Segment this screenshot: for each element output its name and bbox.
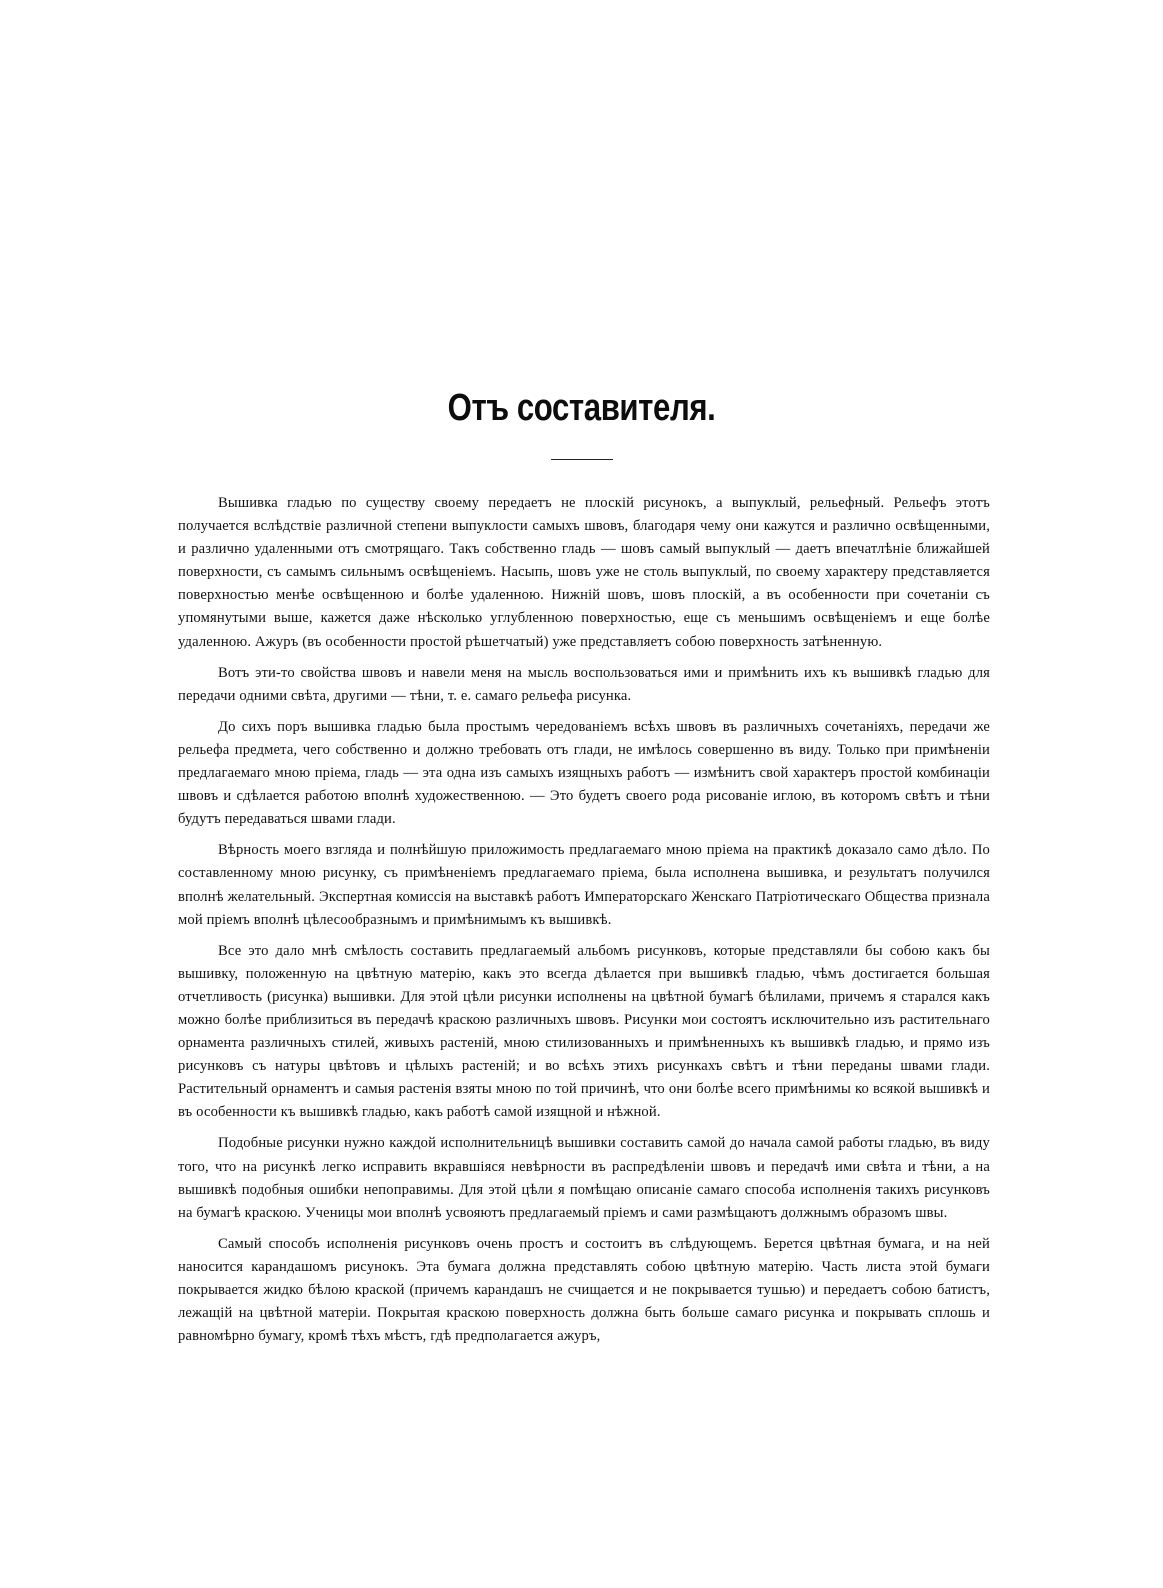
paragraph: Вѣрность моего взгляда и полнѣйшую приложимость предлагаемаго мною пріема на практикѣ доказало само дѣло. По составленному мною рисунку, съ примѣненіемъ предлагаемаго пріема, была исполнена вышивка, и результатъ получился вполнѣ желательный. Экспертная комиссія на выставкѣ работъ Императорскаго Женскаго Патріотическаго Общества признала мой пріемъ вполнѣ цѣлесообразнымъ и примѣнимымъ къ вышивкѣ.: [178, 842, 990, 928]
title-divider: [551, 459, 613, 460]
page-title: Отъ составителя.: [447, 387, 716, 429]
paragraph: До сихъ поръ вышивка гладью была простымъ чередованіемъ всѣхъ швовъ въ различныхъ сочетаніяхъ, передачи же рельефа предмета, чего собственно и должно требовать отъ глади, не имѣлось совершенно въ виду. Только при примѣненіи предлагаемаго мною пріема, гладь — эта одна изъ самыхъ изящныхъ работъ — измѣнитъ свой характеръ простой комбинаціи швовъ и сдѣлается работою вполнѣ художественною. — Это будетъ своего рода рисованіе иглою, въ которомъ свѣтъ и тѣни будутъ передаваться швами глади.: [178, 718, 990, 828]
paragraph: Подобные рисунки нужно каждой исполнительницѣ вышивки составить самой до начала самой работы гладью, въ виду того, что на рисункѣ легко исправить вкравшіяся невѣрности въ распредѣленіи швовъ и передачѣ ими свѣта и тѣни, а на вышивкѣ подобныя ошибки непоправимы. Для этой цѣли я помѣщаю описаніе самаго способа исполненія такихъ рисунковъ на бумагѣ краскою. Ученицы мои вполнѣ усвояютъ предлагаемый пріемъ и сами размѣщаютъ должнымъ образомъ швы.: [178, 1135, 990, 1221]
paragraph: Все это дало мнѣ смѣлость составить предлагаемый альбомъ рисунковъ, которые представляли бы собою какъ бы вышивку, положенную на цвѣтную матерію, какъ это всегда дѣлается при вышивкѣ гладью, чѣмъ достигается большая отчетливость (рисунка) вышивки. Для этой цѣли рисунки исполнены на цвѣтной бумагѣ бѣлилами, причемъ я старался какъ можно болѣе приблизиться въ передачѣ краскою различныхъ швовъ. Рисунки мои состоятъ исключительно изъ растительнаго орнамента различныхъ стилей, живыхъ растеній, мною стилизованныхъ и примѣненныхъ къ вышивкѣ гладью, и прямо изъ рисунковъ съ натуры цвѣтовъ и цѣлыхъ растеній; и во всѣхъ этихъ рисункахъ свѣтъ и тѣни переданы швами глади. Растительный орнаментъ и самыя растенія взяты мною по той причинѣ, что они болѣе всего примѣнимы ко всякой вышивкѣ и въ особенности къ вышивкѣ гладью, какъ работѣ самой изящной и нѣжной.: [178, 942, 990, 1121]
paragraph: Вотъ эти-то свойства швовъ и навели меня на мысль воспользоваться ими и примѣнить ихъ къ вышивкѣ гладью для передачи одними свѣта, другими — тѣни, т. е. самаго рельефа рисунка.: [178, 664, 990, 704]
body-text: [178, 492, 990, 1348]
paragraph: Самый способъ исполненія рисунковъ очень простъ и состоитъ въ слѣдующемъ. Берется цвѣтная бумага, и на ней наносится карандашомъ рисунокъ. Эта бумага должна представлять собою цвѣтную матерію. Часть листа этой бумаги покрывается жидко бѣлою краской (причемъ карандашъ не счищается и не покрывается тушью) и передаетъ собою батистъ, лежащій на цвѣтной матеріи. Покрытая краскою поверхность должна быть больше самаго рисунка и покрывать сплошь и равномѣрно бумагу, кромѣ тѣхъ мѣстъ, гдѣ предполагается ажуръ,: [178, 1235, 990, 1345]
paragraph: Вышивка гладью по существу своему передаетъ не плоскій рисунокъ, а выпуклый, рельефный. Рельефъ этотъ получается вслѣдствіе различной степени выпуклости самыхъ швовъ, благодаря чему они кажутся и различно освѣщенными, и различно удаленными отъ смотрящаго. Такъ собственно гладь — шовъ самый выпуклый — даетъ впечатлѣніе ближайшей поверхности, съ самымъ сильнымъ освѣщеніемъ. Насыпь, шовъ уже не столь выпуклый, по своему характеру представляется поверхностью менѣе освѣщенною и болѣе удаленною. Нижній шовъ, шовъ плоскій, а въ особенности при сочетаніи съ упомянутыми выше, кажется даже нѣсколько углубленною поверхностью, еще съ меньшимъ освѣщеніемъ и еще болѣе удаленною. Ажуръ (въ особенности простой рѣшетчатый) уже представляетъ собою поверхность затѣненную.: [178, 495, 990, 650]
